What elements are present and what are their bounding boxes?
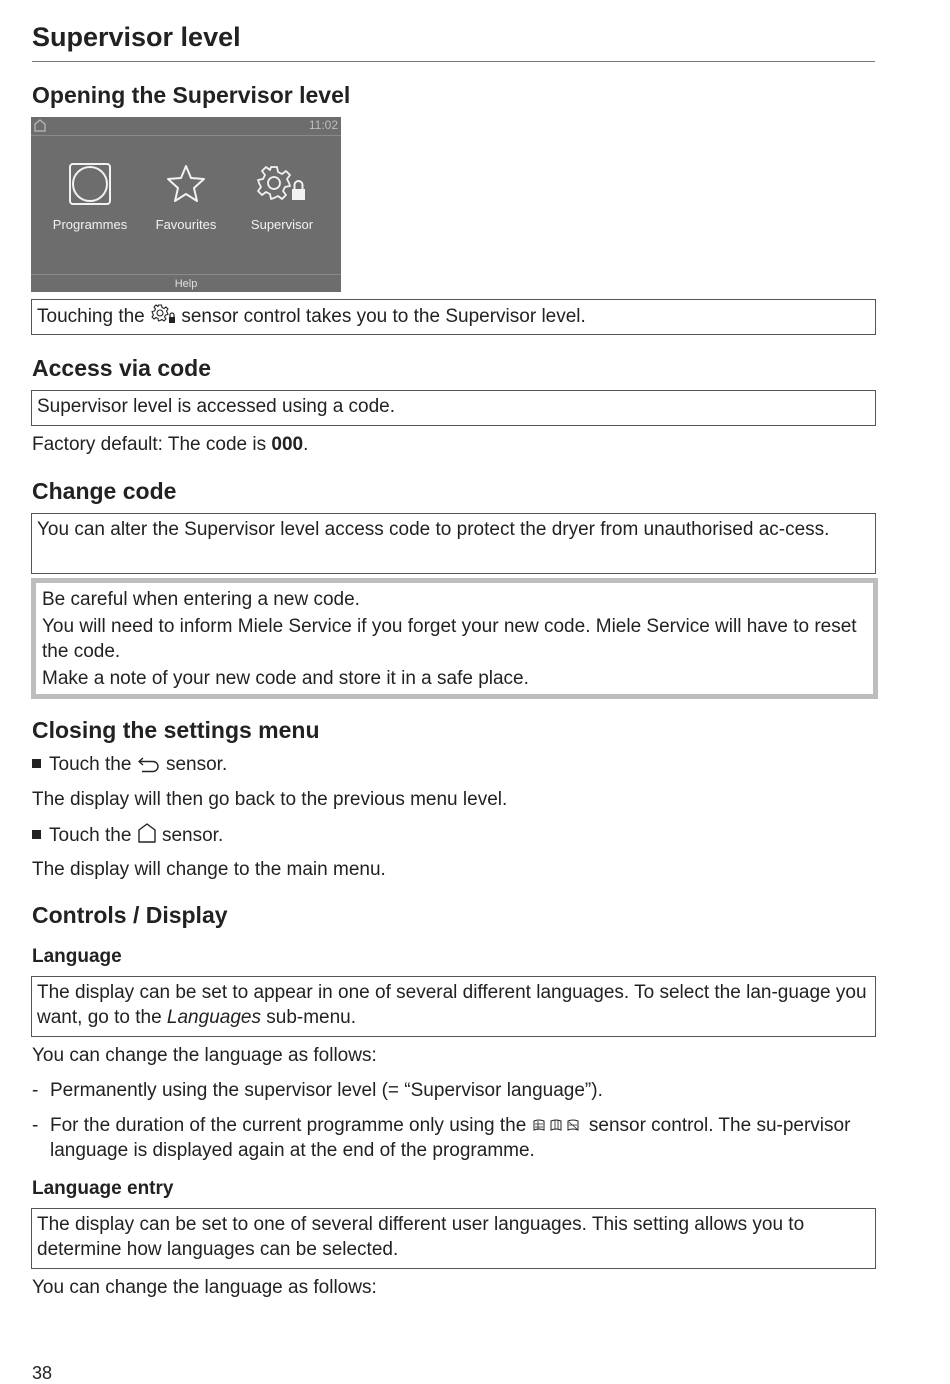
warning-line-1: Be careful when entering a new code.	[42, 589, 360, 610]
gear-lock-icon	[254, 162, 310, 206]
tile-programmes[interactable]	[42, 162, 138, 211]
language-item-2	[32, 1113, 877, 1163]
step-home-result: The display will change to the main menu.	[32, 859, 386, 880]
language-entry-box-text: The display can be set to one of several different user languages. This setting allows you to determine how languages can be selected.	[37, 1214, 805, 1260]
info-box-language-entry	[31, 1208, 876, 1269]
dash-marker: -	[32, 1080, 39, 1101]
tile-label-programmes: Programmes	[52, 217, 128, 232]
status-bar	[31, 117, 341, 136]
opening-text-after: sensor control takes you to the Supervisor level.	[181, 306, 586, 327]
bullet-square	[32, 759, 41, 768]
heading-closing: Closing the settings menu	[32, 717, 320, 743]
heading-controls-display: Controls / Display	[32, 902, 228, 928]
warning-line-2: You will need to inform Miele Service if you forget your new code. Miele Service will have to reset the code.	[42, 616, 857, 662]
language-item-2-after: sensor control. The su-pervisor language is displayed again at the end of the programme.	[50, 1115, 851, 1161]
home-icon	[137, 822, 157, 844]
language-box-before: The display can be set to appear in one of several different languages. To select the lan-guage you want, go to the	[37, 982, 867, 1028]
help-button[interactable]: Help	[31, 274, 341, 292]
info-box-language	[31, 976, 876, 1037]
home-icon	[34, 119, 46, 132]
page-number: 38	[32, 1363, 53, 1383]
tile-supervisor[interactable]	[234, 162, 330, 211]
gear-lock-icon	[150, 303, 176, 325]
language-item-1	[32, 1078, 877, 1103]
factory-default-prefix: Factory default: The code is	[32, 434, 272, 455]
language-entry-intro: You can change the language as follows:	[32, 1277, 377, 1298]
info-box-access	[31, 390, 876, 426]
subheading-language: Language	[32, 946, 122, 967]
factory-default-text	[32, 432, 877, 457]
step-home-before: Touch the	[49, 825, 132, 846]
heading-opening: Opening the Supervisor level	[32, 82, 351, 108]
drum-icon	[68, 162, 112, 206]
step-home-after: sensor.	[161, 825, 224, 846]
tile-favourites[interactable]	[138, 162, 234, 211]
opening-text-before: Touching the	[37, 306, 145, 327]
warning-line-3: Make a note of your new code and store it in a safe place.	[42, 668, 529, 689]
info-box-change-code	[31, 513, 876, 574]
tile-label-favourites: Favourites	[155, 217, 217, 232]
language-item-2-before: For the duration of the current programme only using the	[50, 1115, 527, 1136]
step-back-after: sensor.	[165, 754, 228, 775]
factory-default-suffix: .	[303, 434, 309, 455]
heading-change-code: Change code	[32, 478, 177, 504]
language-box-after: sub-menu.	[260, 1007, 357, 1028]
info-box-opening	[31, 299, 876, 335]
subheading-language-entry: Language entry	[32, 1178, 174, 1199]
step-back	[32, 752, 227, 777]
flags-icon	[532, 1118, 584, 1134]
step-back-before: Touch the	[49, 754, 132, 775]
step-home	[32, 822, 223, 848]
star-icon	[164, 162, 208, 206]
language-intro: You can change the language as follows:	[32, 1045, 377, 1066]
page-title: Supervisor level	[32, 22, 241, 52]
warning-box	[31, 578, 878, 699]
display-screenshot	[31, 117, 341, 292]
heading-access: Access via code	[32, 355, 212, 381]
language-item-1-text: Permanently using the supervisor level (= “Supervisor language”).	[50, 1080, 603, 1101]
language-box-italic: Languages	[166, 1007, 261, 1028]
bullet-square	[32, 830, 41, 839]
title-divider	[32, 61, 875, 62]
step-back-result: The display will then go back to the previous menu level.	[32, 789, 508, 810]
factory-default-code: 000	[271, 434, 304, 455]
dash-marker: -	[32, 1115, 39, 1136]
access-box-text: Supervisor level is accessed using a code.	[37, 396, 396, 417]
clock-time: 11:02	[308, 118, 338, 132]
change-code-box-text: You can alter the Supervisor level access code to protect the dryer from unauthorised ac-cess.	[37, 519, 830, 540]
tile-label-supervisor: Supervisor	[250, 217, 314, 232]
back-arrow-icon	[137, 755, 161, 773]
